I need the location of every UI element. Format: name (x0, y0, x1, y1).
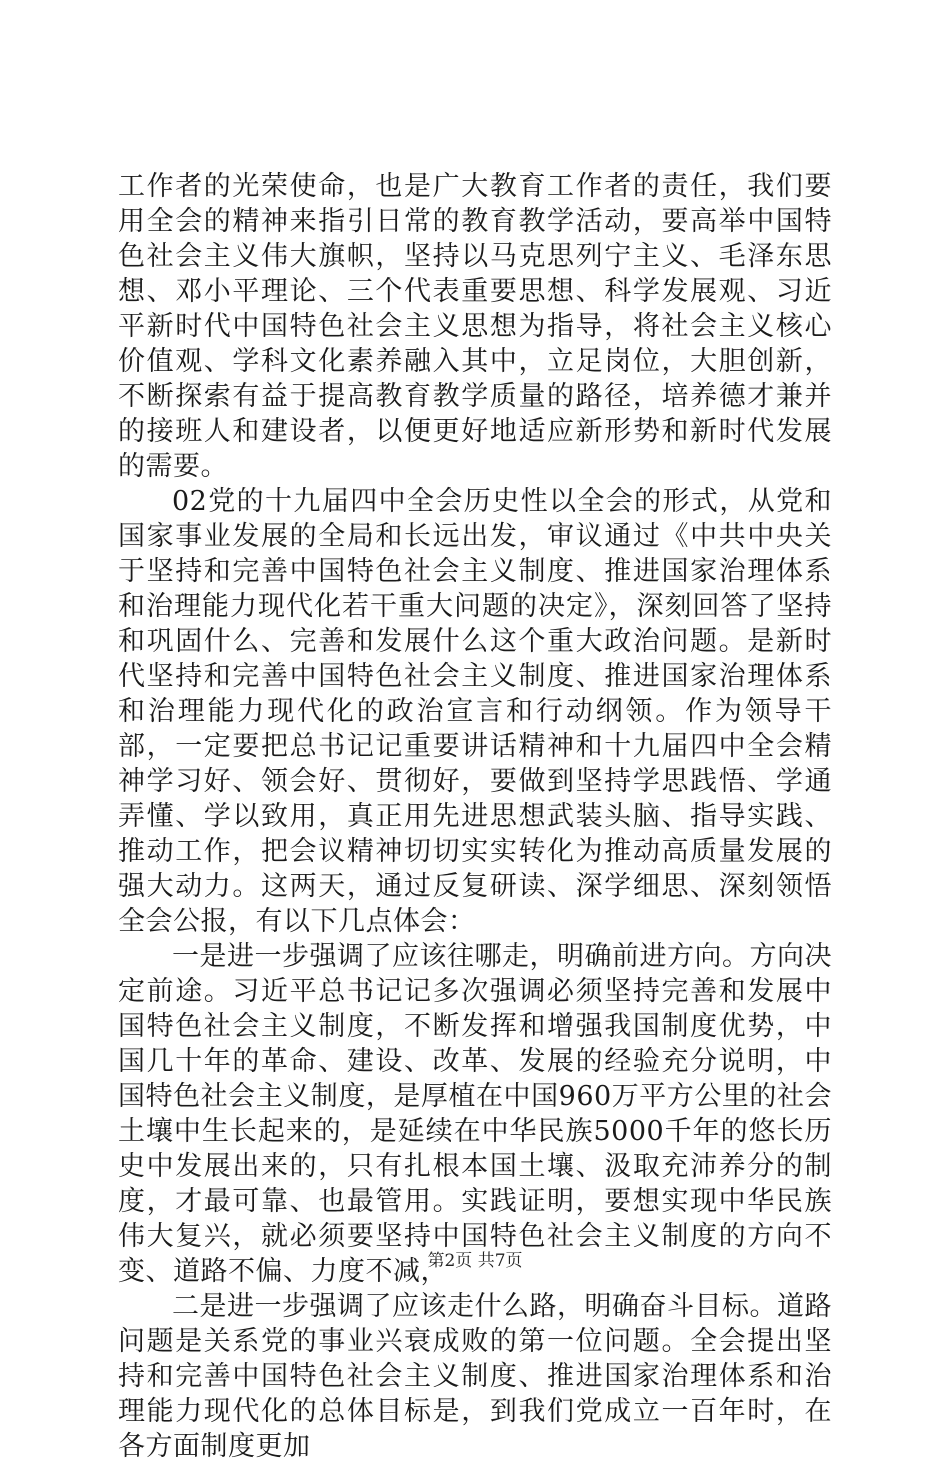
page-number-footer: 第2页 共7页 (427, 1251, 523, 1271)
paragraph-continuation: 工作者的光荣使命，也是广大教育工作者的责任，我们要用全会的精神来指引日常的教育教学活动，要高举中国特色社会主义伟大旗帜，坚持以马克思列宁主义、毛泽东思想、邓小平理论、三个代表重要思想、科学发展观、习近平新时代中国特色社会主义思想为指导，将社会主义核心价值观、学科文化素养融入其中，立足岗位，大胆创新，不断探索有益于提高教育教学质量的路径，培养德才兼并的接班人和建设者，以便更好地适应新形势和新时代发展的需要。 (118, 171, 832, 482)
paragraph-point-one: 一是进一步强调了应该往哪走，明确前进方向。方向决定前途。习近平总书记记多次强调必须坚持完善和发展中国特色社会主义制度，不断发挥和增强我国制度优势，中国几十年的革命、建设、改革、发展的经验充分说明，中国特色社会主义制度，是厚植在中国960万平方公里的社会土壤中生长起来的，是延续在中华民族5000千年的悠长历史中发展出来的，只有扎根本国土壤、汲取充沛养分的制度，才最可靠、也最管用。实践证明，要想实现中华民族伟大复兴，就必须要坚持中国特色社会主义制度的方向不变、道路不偏、力度不减， (118, 941, 832, 1287)
paragraph-point-two: 二是进一步强调了应该走什么路，明确奋斗目标。道路问题是关系党的事业兴衰成败的第一位问题。全会提出坚持和完善中国特色社会主义制度、推进国家治理体系和治理能力现代化的总体目标是，到我们党成立一百年时，在各方面制度更加 (118, 1291, 832, 1462)
paragraph-section-02: 02党的十九届四中全会历史性以全会的形式，从党和国家事业发展的全局和长远出发，审议通过《中共中央关于坚持和完善中国特色社会主义制度、推进国家治理体系和治理能力现代化若干重大问题的决定》，深刻回答了坚持和巩固什么、完善和发展什么这个重大政治问题。是新时代坚持和完善中国特色社会主义制度、推进国家治理体系和治理能力现代化的政治宣言和行动纲领。作为领导干部，一定要把总书记记重要讲话精神和十九届四中全会精神学习好、领会好、贯彻好，要做到坚持学思践悟、学通弄懂、学以致用，真正用先进思想武装头脑、指导实践、推动工作，把会议精神切切实实转化为推动高质量发展的强大动力。这两天，通过反复研读、深学细思、深刻领悟全会公报，有以下几点体会： (118, 486, 832, 937)
